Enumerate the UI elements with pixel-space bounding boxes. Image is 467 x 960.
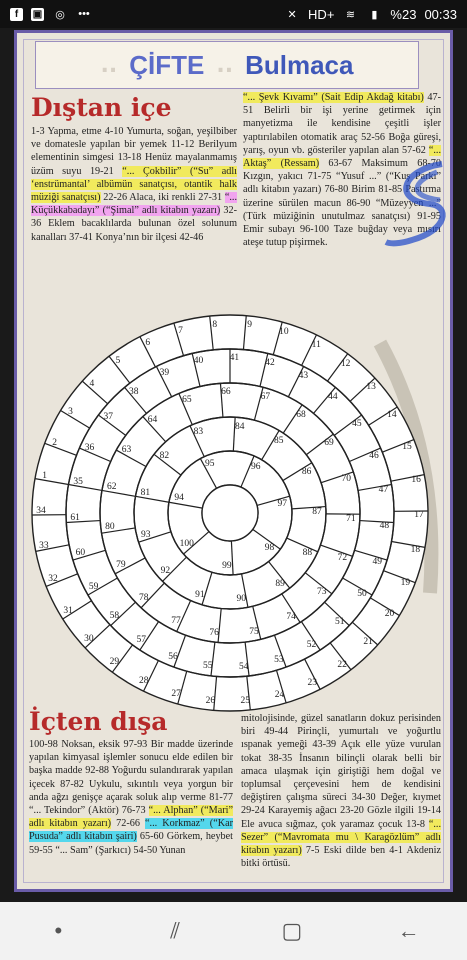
cell-number: 36 — [84, 442, 95, 453]
cell-number: 77 — [171, 616, 181, 627]
section1-clues-col1 — [31, 125, 237, 244]
cell-number: 63 — [121, 445, 132, 456]
cell-number: 14 — [387, 410, 397, 421]
cell-number: 45 — [352, 418, 362, 429]
cell-number: 38 — [128, 386, 139, 397]
cell-number: 23 — [307, 678, 317, 689]
section1-heading: Dıştan içe — [31, 93, 172, 122]
cell-number: 70 — [341, 474, 351, 485]
cell-number: 34 — [36, 505, 46, 516]
home-icon[interactable]: ▢ — [281, 918, 303, 943]
highlighted-clue: “... Aktaş” (Ressam) — [243, 144, 441, 170]
section2-clues-col2 — [241, 712, 441, 870]
cell-number: 42 — [265, 358, 275, 369]
clue-text: 100-98 Noksan, eksik 97-93 Bir madde üzerinde yapılan kimyasal işlemler sonucu elde edilen bir başka madde 92-88 Yoğurdu sulandırarak yapılan içecek 87-82 Uykulu, sıkıntılı veya yorgun bir anda ağzı genişçe açarak soluk alıp verme 81-77 “... Tekindor” (Aktör) 76-73 — [29, 739, 233, 817]
cell-number: 58 — [109, 611, 120, 622]
banner-title-bulmaca: Bulmaca — [245, 49, 354, 80]
cell-number: 52 — [306, 639, 317, 650]
cell-number: 26 — [205, 695, 216, 706]
cell-number: 96 — [250, 461, 261, 472]
cell-number: 25 — [240, 696, 250, 707]
cell-number: 57 — [136, 635, 146, 646]
cell-number: 33 — [39, 540, 49, 551]
cell-number: 16 — [411, 475, 421, 486]
cell-number: 79 — [116, 560, 126, 571]
section1-clues-col2 — [243, 91, 441, 249]
highlighted-clue: “... Sezer” (“Mavromata mu \ Karagözlüm” adlı kitabın yazarı) — [241, 818, 441, 857]
cell-number: 64 — [147, 415, 158, 426]
cell-number: 49 — [372, 556, 382, 567]
clue-text: mitolojisinde, güzel sanatların dokuz perisinden biri 49-44 Pirinçli, yumurtalı ve yoğurtlu ıspanak yemeği 43-39 Açık elle yüze vurulan tokat 38-35 İnsanın bilinçli olarak belli bir amaca ulaşmak için giriştiği hem doğal ve toplumsal çerçevesini hem de kendisini değiştiren çalışma süreci 34-30 Değer, kıymet 29-24 Karayemiş ağacı 23-20 Gözle ilgili 19-14 Ele avuca sığmaz, çok yaramaz çocuk 13-8 — [241, 713, 441, 830]
highlighted-clue: “... Şevk Kıvamı” (Sait Edip Akdağ kitabı) — [243, 92, 424, 103]
cell-number: 21 — [363, 636, 373, 647]
cell-number: 54 — [238, 662, 249, 673]
puzzle-banner — [35, 41, 419, 89]
cell-number: 71 — [346, 513, 356, 524]
cell-number: 73 — [316, 586, 327, 597]
cell-number: 35 — [73, 476, 83, 487]
highlighted-clue: “... Korkmaz” (“Kar Pusuda” adlı kitabın şairi) — [29, 818, 233, 843]
cell-number: 41 — [229, 353, 240, 364]
cell-number: 19 — [400, 578, 411, 589]
network-label: HD+ — [308, 6, 335, 22]
back-icon[interactable]: ← — [397, 918, 420, 943]
cell-number: 68 — [296, 410, 306, 421]
section2-clues-col1 — [29, 738, 233, 857]
cell-number: 90 — [236, 594, 247, 605]
cell-number: 98 — [264, 543, 275, 554]
cell-number: 27 — [171, 689, 181, 700]
highlighted-clue: “... Alphan” (“Mari” adlı kitabın yazarı) — [29, 805, 233, 830]
spiral-puzzle-grid — [17, 291, 444, 731]
cell-number: 5 — [115, 355, 121, 366]
clue-text: 72-66 — [111, 818, 146, 830]
more-icon: ••• — [78, 8, 90, 20]
cell-number: 100 — [179, 538, 194, 549]
clue-text: 32-36 Eklem bacaklılarda bulunan özel solunum kanalları 37-41 Konya’nın bir ilçesi 42-46 — [31, 205, 237, 243]
cell-number: 44 — [328, 392, 338, 403]
cell-number: 28 — [138, 676, 149, 687]
cell-number: 29 — [109, 657, 120, 668]
cell-number: 85 — [274, 435, 284, 446]
cell-number: 46 — [369, 450, 379, 461]
cell-number: 30 — [84, 633, 94, 644]
banner-dash-left: .. — [100, 52, 118, 78]
recent-apps-icon[interactable]: ⫽ — [170, 918, 181, 943]
cell-number: 55 — [202, 661, 213, 672]
cell-number: 59 — [88, 581, 99, 592]
center-circle — [202, 485, 258, 541]
cell-number: 48 — [379, 521, 390, 532]
clue-text: 47-51 Belirli bir işi yerine getirmek için manyetizma ile kendisine çeşitli işler yaptırılabilen otomatik araç 52-56 Boğa güreşi, yarış, oyun vb. gösteriler yapılan alan 57-62 — [243, 92, 441, 156]
cell-number: 80 — [105, 522, 115, 533]
cell-number: 78 — [139, 592, 149, 603]
highlighted-clue: “... Küçükkabadayı” (“Şimal” adlı kitabın yazarı) — [31, 192, 237, 217]
cell-number: 7 — [178, 325, 183, 336]
facebook-icon: f — [10, 8, 23, 21]
cell-number: 31 — [63, 605, 73, 616]
clue-text: 22-26 Alaca, iki renkli 27-31 — [100, 192, 225, 204]
clock: 00:33 — [424, 6, 457, 22]
cell-number: 61 — [70, 512, 80, 523]
cell-number: 47 — [378, 485, 389, 496]
cell-number: 62 — [107, 482, 117, 493]
cell-number: 3 — [68, 406, 73, 417]
cell-number: 72 — [337, 552, 348, 563]
android-nav-bar — [0, 902, 467, 960]
cell-number: 22 — [337, 660, 347, 671]
cell-number: 66 — [221, 387, 231, 398]
cell-number: 32 — [48, 574, 58, 585]
cell-number: 81 — [140, 487, 151, 498]
cell-number: 97 — [277, 499, 288, 510]
clue-text: 65-60 Görkem, heybet 59-55 “... Sam” (Şarkıcı) 54-50 Yunan — [29, 831, 233, 856]
cell-number: 24 — [274, 690, 285, 701]
cell-number: 83 — [193, 426, 204, 437]
signal-icon: ▮ — [371, 8, 378, 21]
cell-number: 51 — [334, 617, 345, 628]
cell-number: 67 — [260, 392, 271, 403]
highlighted-clue: “... Çokbilir” (“Su” adlı ‘enstrümantal’ albümün sanatçısı, otantik halk müziği sanatçısı) — [31, 165, 237, 204]
section2-heading: İçten dışa — [29, 707, 168, 736]
cell-number: 4 — [89, 379, 95, 390]
cell-number: 89 — [275, 579, 285, 590]
cell-number: 37 — [103, 412, 114, 422]
instagram-icon: ◎ — [55, 8, 65, 21]
cell-number: 91 — [195, 589, 205, 600]
cell-number: 15 — [402, 441, 412, 452]
cell-number: 13 — [366, 382, 376, 393]
cell-number: 65 — [182, 394, 192, 405]
banner-title-cifte: ÇİFTE — [129, 49, 205, 80]
cell-number: 84 — [234, 421, 245, 432]
cell-number: 40 — [193, 356, 204, 367]
clue-text: 7-5 Eski dilde ben 4-1 Akdeniz bitki örtüsü. — [241, 845, 441, 870]
cell-number: 74 — [286, 612, 296, 623]
cell-number: 9 — [247, 320, 253, 331]
cell-number: 75 — [249, 626, 259, 637]
battery-level: %23 — [390, 6, 417, 22]
dot-icon[interactable]: • — [54, 918, 63, 943]
cell-number: 2 — [52, 437, 57, 448]
cell-number: 87 — [312, 507, 322, 518]
image-icon: ▣ — [32, 8, 43, 20]
cell-number: 1 — [42, 471, 48, 482]
cell-number: 6 — [145, 337, 151, 348]
cell-number: 50 — [357, 589, 367, 600]
cell-number: 39 — [159, 367, 170, 378]
cell-number: 11 — [311, 339, 321, 350]
cell-number: 60 — [75, 548, 86, 559]
cell-number: 99 — [222, 560, 232, 571]
cell-number: 8 — [212, 319, 218, 330]
cell-number: 18 — [410, 544, 421, 555]
cell-number: 95 — [205, 458, 215, 469]
cell-number: 93 — [140, 529, 151, 540]
cell-number: 76 — [209, 627, 219, 638]
cell-number: 53 — [274, 655, 284, 666]
cell-number: 88 — [302, 547, 313, 558]
cell-number: 12 — [340, 358, 351, 369]
status-bar — [0, 0, 467, 28]
cell-number: 86 — [301, 466, 312, 477]
cell-number: 82 — [159, 450, 170, 461]
cell-number: 92 — [160, 566, 171, 577]
clue-text: 63-67 Maksimum 68-70 Kızgın, yakıcı 71-75 “Yusuf ...” (“Kuş Parkı” adlı kitabın yazarı) 76-80 Birim 81-85 Pastırma üzerine sürülen macun 86-90 “Müzeyyen ...” (Türk müziğinin unutulmaz sanatçısı) 91-95 Emir subayı 96-100 Taze buğday veya mısırı ateşe tutup pişirmek. — [243, 158, 441, 249]
cell-number: 20 — [384, 609, 395, 620]
cell-number: 17 — [414, 510, 424, 521]
cell-number: 69 — [324, 438, 334, 449]
cell-number: 10 — [279, 326, 289, 337]
banner-dash-right: .. — [216, 52, 234, 78]
mute-icon: ✕ — [287, 8, 297, 21]
cell-number: 56 — [168, 652, 178, 663]
newspaper-page — [14, 30, 453, 892]
clue-text: 1-3 Yapma, etme 4-10 Yumurta, soğan, yeşilbiber ve domatesle yapılan bir yemek 11-12 Berilyum elementinin simgesi 13-18 Henüz mayalanmamış üzüm suyu 19-21 — [31, 126, 237, 177]
wifi-icon: ≋ — [345, 8, 356, 21]
cell-number: 43 — [298, 371, 309, 382]
cell-number: 94 — [174, 493, 184, 504]
